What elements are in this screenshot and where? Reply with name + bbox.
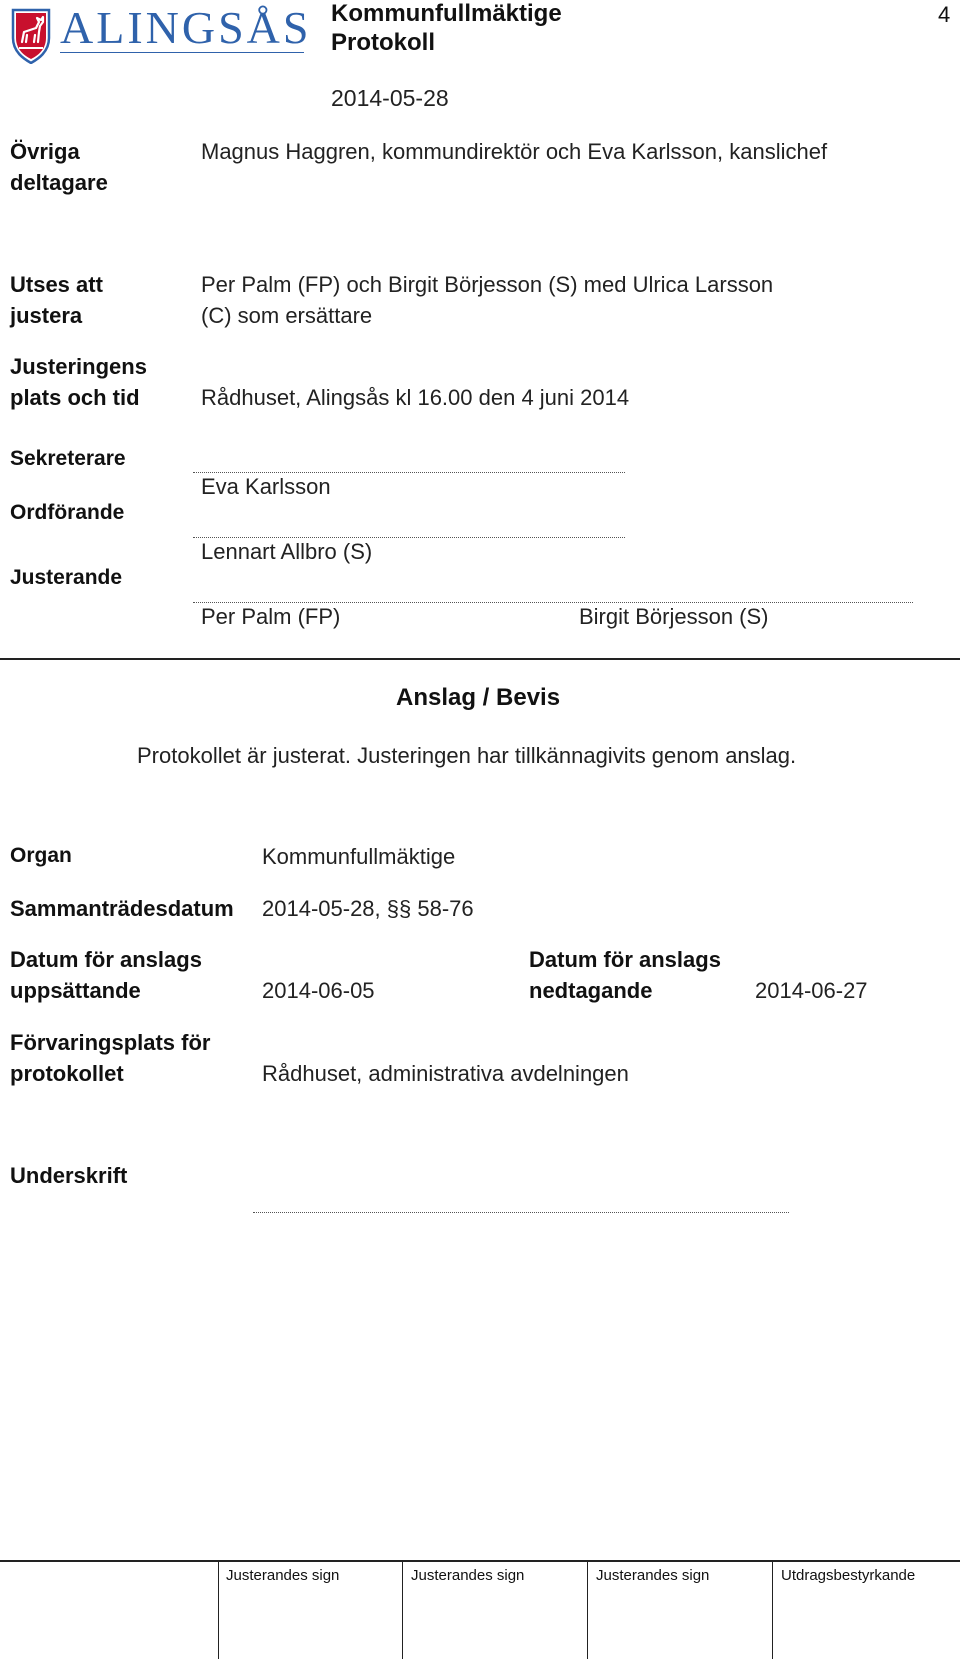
anslag-text: Protokollet är justerat. Justeringen har tillkännagivits genom anslag. bbox=[137, 743, 797, 768]
municipality-logo bbox=[10, 2, 312, 68]
justeringens-label: Justeringens bbox=[10, 354, 147, 379]
body-name: Kommunfullmäktige bbox=[331, 0, 562, 27]
utses-label: Utses att bbox=[10, 272, 103, 297]
uppsattande-label-line-2: uppsättande bbox=[10, 978, 141, 1003]
footer-divider-4 bbox=[772, 1561, 773, 1659]
page-number: 4 bbox=[938, 2, 951, 27]
logo-wordmark: ALINGSÅS bbox=[60, 2, 312, 53]
utses-value-line-1: Per Palm (FP) och Birgit Börjesson (S) med Ulrica Larsson bbox=[201, 272, 774, 297]
uppsattande-date: 2014-06-05 bbox=[262, 978, 375, 1003]
footer-sign-box-4: Utdragsbestyrkande bbox=[781, 1567, 916, 1584]
sekreterare-name: Eva Karlsson bbox=[201, 474, 331, 499]
justerande-label: Justerande bbox=[10, 566, 123, 589]
section-divider bbox=[0, 658, 960, 660]
justera-label: justera bbox=[10, 303, 83, 328]
footer-sign-box-3: Justerandes sign bbox=[596, 1567, 710, 1584]
nedtagande-label-line-1: Datum för anslags bbox=[529, 947, 721, 972]
forvaringsplats-value: Rådhuset, administrativa avdelningen bbox=[262, 1061, 629, 1086]
deltagare-label: deltagare bbox=[10, 170, 108, 195]
sammantradesdatum-value: 2014-05-28, §§ 58-76 bbox=[262, 896, 474, 921]
underskrift-signature-line bbox=[253, 1212, 789, 1213]
organ-value: Kommunfullmäktige bbox=[262, 844, 456, 869]
ovriga-label: Övriga bbox=[10, 139, 80, 164]
sammantradesdatum-label: Sammanträdesdatum bbox=[10, 896, 234, 921]
underskrift-label: Underskrift bbox=[10, 1163, 128, 1188]
anslag-title: Anslag / Bevis bbox=[396, 684, 561, 711]
ovriga-value: Magnus Haggren, kommundirektör och Eva Karlsson, kanslichef bbox=[201, 139, 828, 164]
justerande-name-1: Per Palm (FP) bbox=[201, 604, 341, 629]
utses-value-line-2: (C) som ersättare bbox=[201, 303, 373, 328]
organ-label: Organ bbox=[10, 844, 72, 867]
coat-of-arms-icon bbox=[10, 6, 52, 64]
footer-sign-box-1: Justerandes sign bbox=[226, 1567, 340, 1584]
justerande-name-2: Birgit Börjesson (S) bbox=[579, 604, 769, 629]
ordforande-label: Ordförande bbox=[10, 501, 125, 524]
nedtagande-label-line-2: nedtagande bbox=[529, 978, 653, 1003]
nedtagande-date: 2014-06-27 bbox=[755, 978, 868, 1003]
ordforande-name: Lennart Allbro (S) bbox=[201, 539, 373, 564]
footer-divider-2 bbox=[402, 1561, 403, 1659]
uppsattande-label-line-1: Datum för anslags bbox=[10, 947, 202, 972]
plats-och-tid-label: plats och tid bbox=[10, 385, 140, 410]
footer-sign-box-2: Justerandes sign bbox=[411, 1567, 525, 1584]
footer-divider-3 bbox=[587, 1561, 588, 1659]
forvaringsplats-label-line-1: Förvaringsplats för bbox=[10, 1030, 211, 1055]
sekreterare-label: Sekreterare bbox=[10, 447, 126, 470]
forvaringsplats-label-line-2: protokollet bbox=[10, 1061, 124, 1086]
footer-divider-1 bbox=[218, 1561, 219, 1659]
footer-rule bbox=[0, 1560, 960, 1562]
logo-underline bbox=[60, 52, 304, 53]
justering-place-time: Rådhuset, Alingsås kl 16.00 den 4 juni 2014 bbox=[201, 385, 630, 410]
document-type: Protokoll bbox=[331, 29, 436, 56]
meeting-date: 2014-05-28 bbox=[331, 85, 449, 111]
